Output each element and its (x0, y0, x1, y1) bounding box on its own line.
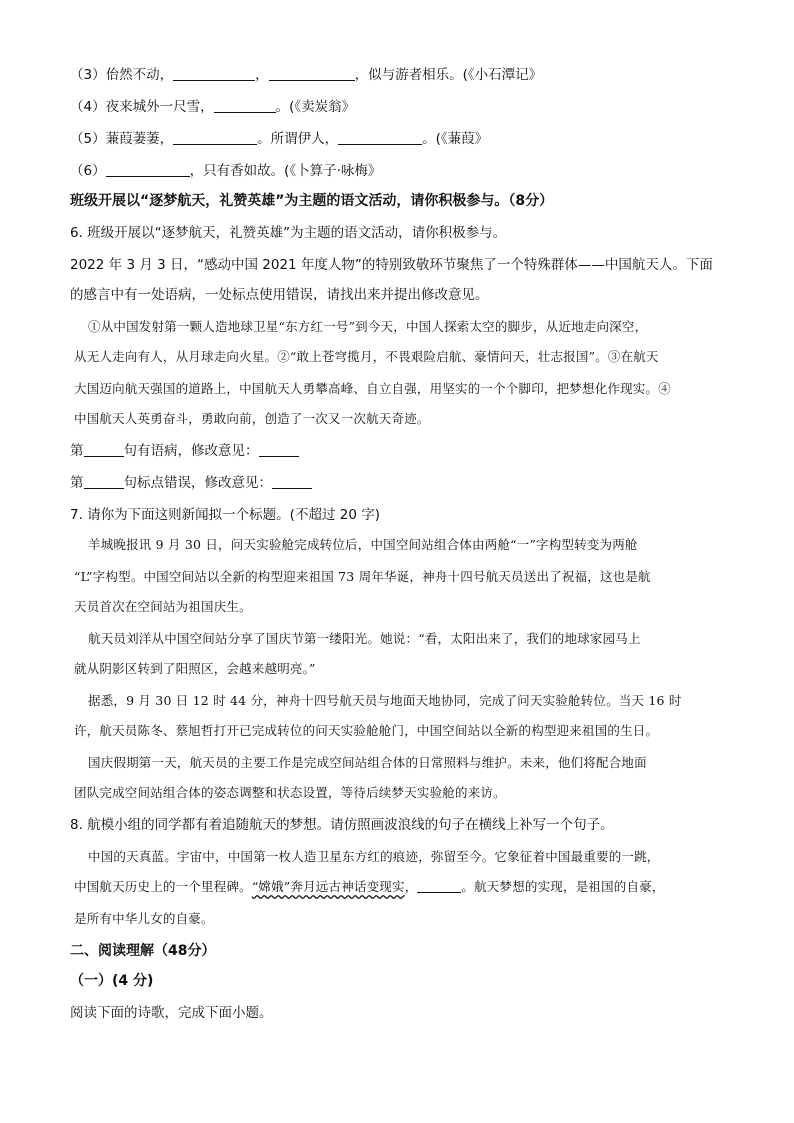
q6-intro-line: 2022 年 3 月 3 日，“感动中国 2021 年度人物”的特别致敬环节聚焦了一个特殊群体——中国航天人。下面 (70, 257, 713, 273)
q7-news-line: 就从阴影区转到了阳照区，会越来越明亮。” (74, 661, 316, 676)
q6-passage-line: 大国迈向航天强国的道路上，中国航天人勇攀高峰、自立自强，用坚实的一个个脚印，把梦想化作现实。④ (74, 381, 671, 396)
q6-passage-line: 从无人走向有人，从月球走向火星。②“敢上苍穹揽月，不畏艰险启航、豪情问天，壮志报国”。③在航天 (74, 349, 659, 364)
q7-news-line: 羊城晚报讯 9 月 30 日，问天实验舱完成转位后，中国空间站组合体由两舱“一”字构型转变为两舱 (88, 537, 638, 552)
section-heading: 班级开展以“逐梦航天，礼赞英雄”为主题的语文活动，请你积极参与。（8分） (70, 193, 554, 209)
recite-item-4: （4）夜来城外一尺雪， 。(《卖炭翁》 (70, 99, 356, 115)
fill-blank[interactable] (269, 66, 355, 81)
wavy-underlined-sentence: “嫦娥”奔月远古神话变现实 (251, 879, 405, 894)
q8-passage-line: 是所有中华儿女的自豪。 (74, 911, 214, 926)
fill-blank[interactable] (173, 66, 255, 81)
q8-passage-line: 中国的天真蓝。宇宙中，中国第一枚人造卫星东方红的痕迹，弥留至今。它象征着中国最重要的一跳， (88, 849, 660, 864)
recite-item-3: （3）佁然不动， ， ，似与游者相乐。(《小石潭记》 (70, 67, 543, 83)
q7-news-line: 国庆假期第一天，航天员的主要工作是完成空间站组合体的日常照料与维护。未来，他们将配合地面 (88, 755, 647, 770)
recite-item-6: （6） ，只有香如故。(《卜算子·咏梅》 (70, 163, 382, 179)
q7-news-line: 天员首次在空间站为祖国庆生。 (74, 599, 252, 614)
fill-blank[interactable] (84, 474, 124, 489)
fill-blank[interactable] (272, 474, 312, 489)
q6-stem: 6. 班级开展以“逐梦航天，礼赞英雄”为主题的语文活动，请你积极参与。 (70, 225, 507, 241)
q6-answer-grammar: 第 句有语病，修改意见： (70, 441, 730, 461)
fill-blank[interactable] (214, 98, 276, 113)
part-two-heading: 二、阅读理解（48分） (70, 943, 216, 959)
subsection-heading: （一）(4 分) (70, 973, 154, 989)
fill-blank[interactable] (106, 162, 190, 177)
q7-stem: 7. 请你为下面这则新闻拟一个标题。(不超过 20 字) (70, 507, 380, 523)
reading-intro: 阅读下面的诗歌，完成下面小题。 (70, 1005, 273, 1021)
q7-news-line: 团队完成空间站组合体的姿态调整和状态设置，等待后续梦天实验舱的来访。 (74, 785, 506, 800)
fill-blank[interactable] (173, 130, 257, 145)
recite-item-5: （5）蒹葭萋萋， 。所谓伊人， 。(《蒹葭》 (70, 131, 489, 147)
fill-blank[interactable] (417, 878, 461, 893)
q8-passage-line: 中国航天历史上的一个里程碑。“嫦娥”奔月远古神话变现实， 。航天梦想的实现，是祖国的自豪， (74, 879, 665, 894)
q7-news-line: 许，航天员陈冬、蔡旭哲打开已完成转位的问天实验舱舱门，中国空间站以全新的构型迎来祖国的生日。 (74, 723, 659, 738)
fill-blank[interactable] (338, 130, 422, 145)
q7-news-line: 据悉，9 月 30 日 12 时 44 分，神舟十四号航天员与地面天地协同，完成了问天实验舱转位。当天 16 时 (88, 693, 682, 708)
q8-stem: 8. 航模小组的同学都有着追随航天的梦想。请仿照画波浪线的句子在横线上补写一个句子。 (70, 817, 614, 833)
fill-blank[interactable] (84, 442, 124, 457)
q7-news-line: 航天员刘洋从中国空间站分享了国庆节第一缕阳光。她说：“看，太阳出来了，我们的地球家园马上 (88, 631, 641, 646)
q6-passage-line: ①从中国发射第一颗人造地球卫星“东方红一号”到今天，中国人探索太空的脚步，从近地走向深空， (88, 319, 648, 334)
q6-intro-line: 的感言中有一处语病，一处标点使用错误，请找出来并提出修改意见。 (70, 287, 489, 303)
fill-blank[interactable] (259, 442, 299, 457)
q7-news-line: “L”字构型。中国空间站以全新的构型迎来祖国 73 周年华诞，神舟十四号航天员送出了祝福，这也是航 (74, 569, 651, 584)
q6-answer-punctuation: 第 句标点错误，修改意见： (70, 473, 730, 493)
q6-passage-line: 中国航天人英勇奋斗，勇敢向前，创造了一次又一次航天奇迹。 (74, 411, 430, 426)
